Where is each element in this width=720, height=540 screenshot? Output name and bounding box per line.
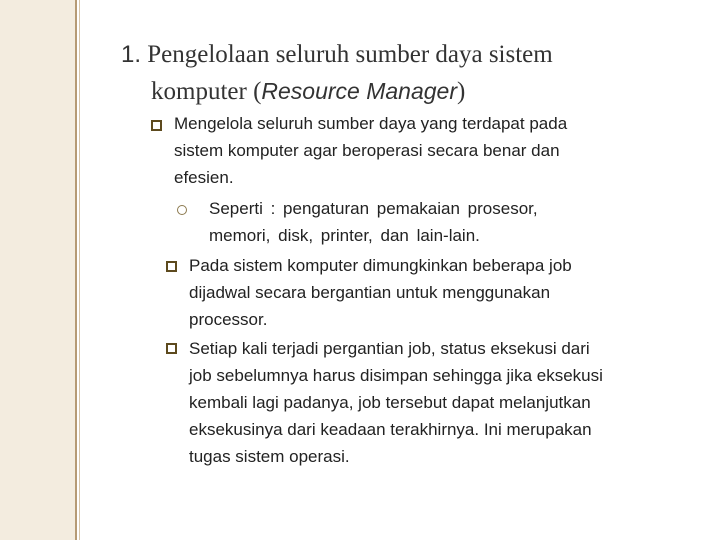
list-item-line: efesien. [174,168,234,187]
square-bullet-icon [151,120,162,131]
title-line-1 [121,36,701,73]
square-bullet-icon [166,261,177,272]
list-item-line: sistem komputer agar beroperasi secara benar dan [174,141,560,160]
list-item-line: tugas sistem operasi. [189,447,350,466]
title-text-2-italic: Resource Manager [261,78,457,104]
square-bullet-icon [166,343,177,354]
circle-bullet-icon [177,205,187,215]
list-item-line: Setiap kali terjadi pergantian job, status eksekusi dari [189,339,590,358]
list-item-line: kembali lagi padanya, job tersebut dapat melanjutkan [189,393,591,412]
list-item [189,252,572,333]
title-number: 1. [121,41,142,68]
list-item-line: dijadwal secara bergantian untuk menggunakan [189,283,551,302]
slide-title [121,36,701,110]
list-item-line: Pada sistem komputer dimungkinkan beberapa job [189,256,572,275]
list-subitem [209,195,538,249]
list-item-line: eksekusinya dari keadaan terakhirnya. Ini merupakan [189,420,592,439]
title-text-2-prefix: komputer ( [151,78,262,105]
left-border-rule-thin [79,0,80,540]
title-text-1: Pengelolaan seluruh sumber daya sistem [147,41,553,68]
title-text-2-suffix: ) [457,78,466,105]
list-item-line: Mengelola seluruh sumber daya yang terdapat pada [174,114,568,133]
list-item [174,110,567,191]
list-item-line: processor. [189,310,268,329]
left-decorative-band [0,0,75,540]
list-item-line: memori, disk, printer, dan lain-lain. [209,226,480,245]
left-border-rule [75,0,77,540]
list-item-line: Seperti : pengaturan pemakaian prosesor, [209,199,538,218]
list-item [189,335,603,470]
title-line-2 [121,73,701,110]
list-item-line: job sebelumnya harus disimpan sehingga jika eksekusi [189,366,603,385]
